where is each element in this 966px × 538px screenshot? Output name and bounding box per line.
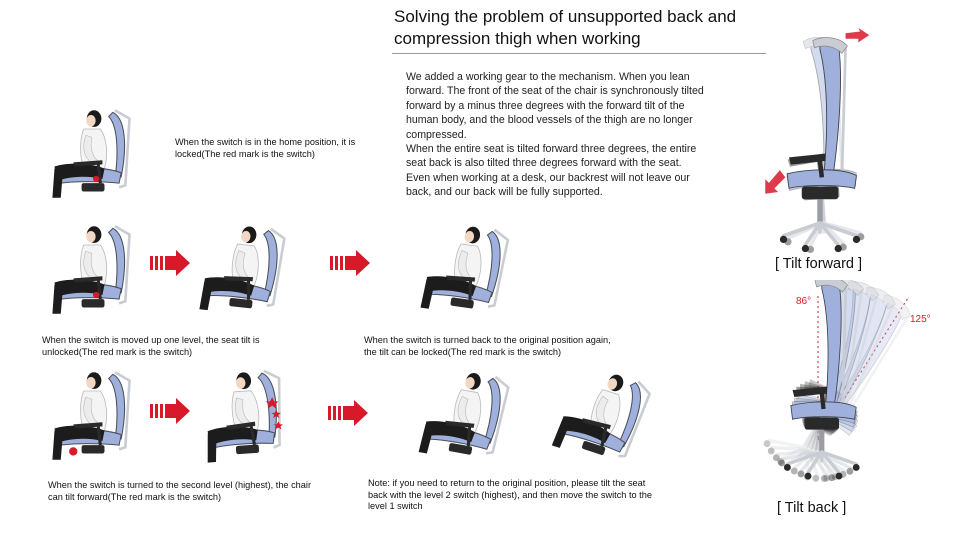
chair-tilt-back-illustration xyxy=(752,280,952,496)
photo-return-step-two xyxy=(546,366,652,466)
page-title xyxy=(394,6,766,50)
description-block xyxy=(406,70,706,200)
photo-return-step-one xyxy=(410,366,516,466)
photo-seat-unlocked xyxy=(192,220,292,320)
switch-marker xyxy=(69,447,77,455)
tilt-arrow-top-icon xyxy=(846,28,870,43)
photo-tilt-forward xyxy=(200,366,290,466)
label-tilt-back: [ Tilt back ] xyxy=(777,500,847,516)
description-paragraph-1: We added a working gear to the mechanism. When you lean forward. The front of the seat of the chair is synchronously tilted forward by a minus three degrees with the forward tilt of the human body, and the blood vessels of the thigh are no longer compressed. xyxy=(406,71,704,141)
caption-note: Note: if you need to return to the original position, please tilt the seat back with the level 2 switch (highest), and then move the switch to the level 1 switch xyxy=(368,478,652,511)
arrow-right-icon xyxy=(150,398,190,424)
photo-level-two xyxy=(46,366,138,466)
label-tilt-forward: [ Tilt forward ] xyxy=(775,256,863,272)
title-line-1: Solving the problem of unsupported back and xyxy=(394,7,737,26)
arrow-right-icon xyxy=(328,400,368,426)
angle-max-label: 125° xyxy=(910,314,931,325)
switch-marker xyxy=(93,292,99,298)
description-paragraph-2: When the entire seat is tilted forward three degrees, the entire seat back is also tilted three degrees forward with the seat. Even when working at a desk, our backrest will not leave our back, and our back will be fully supported. xyxy=(406,143,697,199)
arrow-right-icon xyxy=(150,250,190,276)
angle-min-label: 86° xyxy=(796,296,812,307)
arrow-right-icon xyxy=(330,250,370,276)
caption-level-one: When the switch is moved up one level, the seat tilt is unlocked(The red mark is the switch) xyxy=(42,335,260,357)
tilt-arrow-bottom-icon xyxy=(765,170,785,194)
chair-tilt-forward-illustration xyxy=(750,26,890,254)
switch-marker xyxy=(93,176,99,182)
caption-turned-back: When the switch is turned back to the original position again, the tilt can be locked(The red mark is the switch) xyxy=(364,335,611,357)
caption-level-two: When the switch is turned to the second level (highest), the chair can tilt forward(The red mark is the switch) xyxy=(48,480,312,502)
photo-relocked xyxy=(414,220,514,320)
title-divider xyxy=(392,53,766,54)
title-line-2: compression thigh when working xyxy=(394,29,641,48)
photo-level-one xyxy=(46,220,138,320)
photo-home-position xyxy=(46,104,138,204)
caption-home-position: When the switch is in the home position, it is locked(The red mark is the switch) xyxy=(175,137,356,159)
